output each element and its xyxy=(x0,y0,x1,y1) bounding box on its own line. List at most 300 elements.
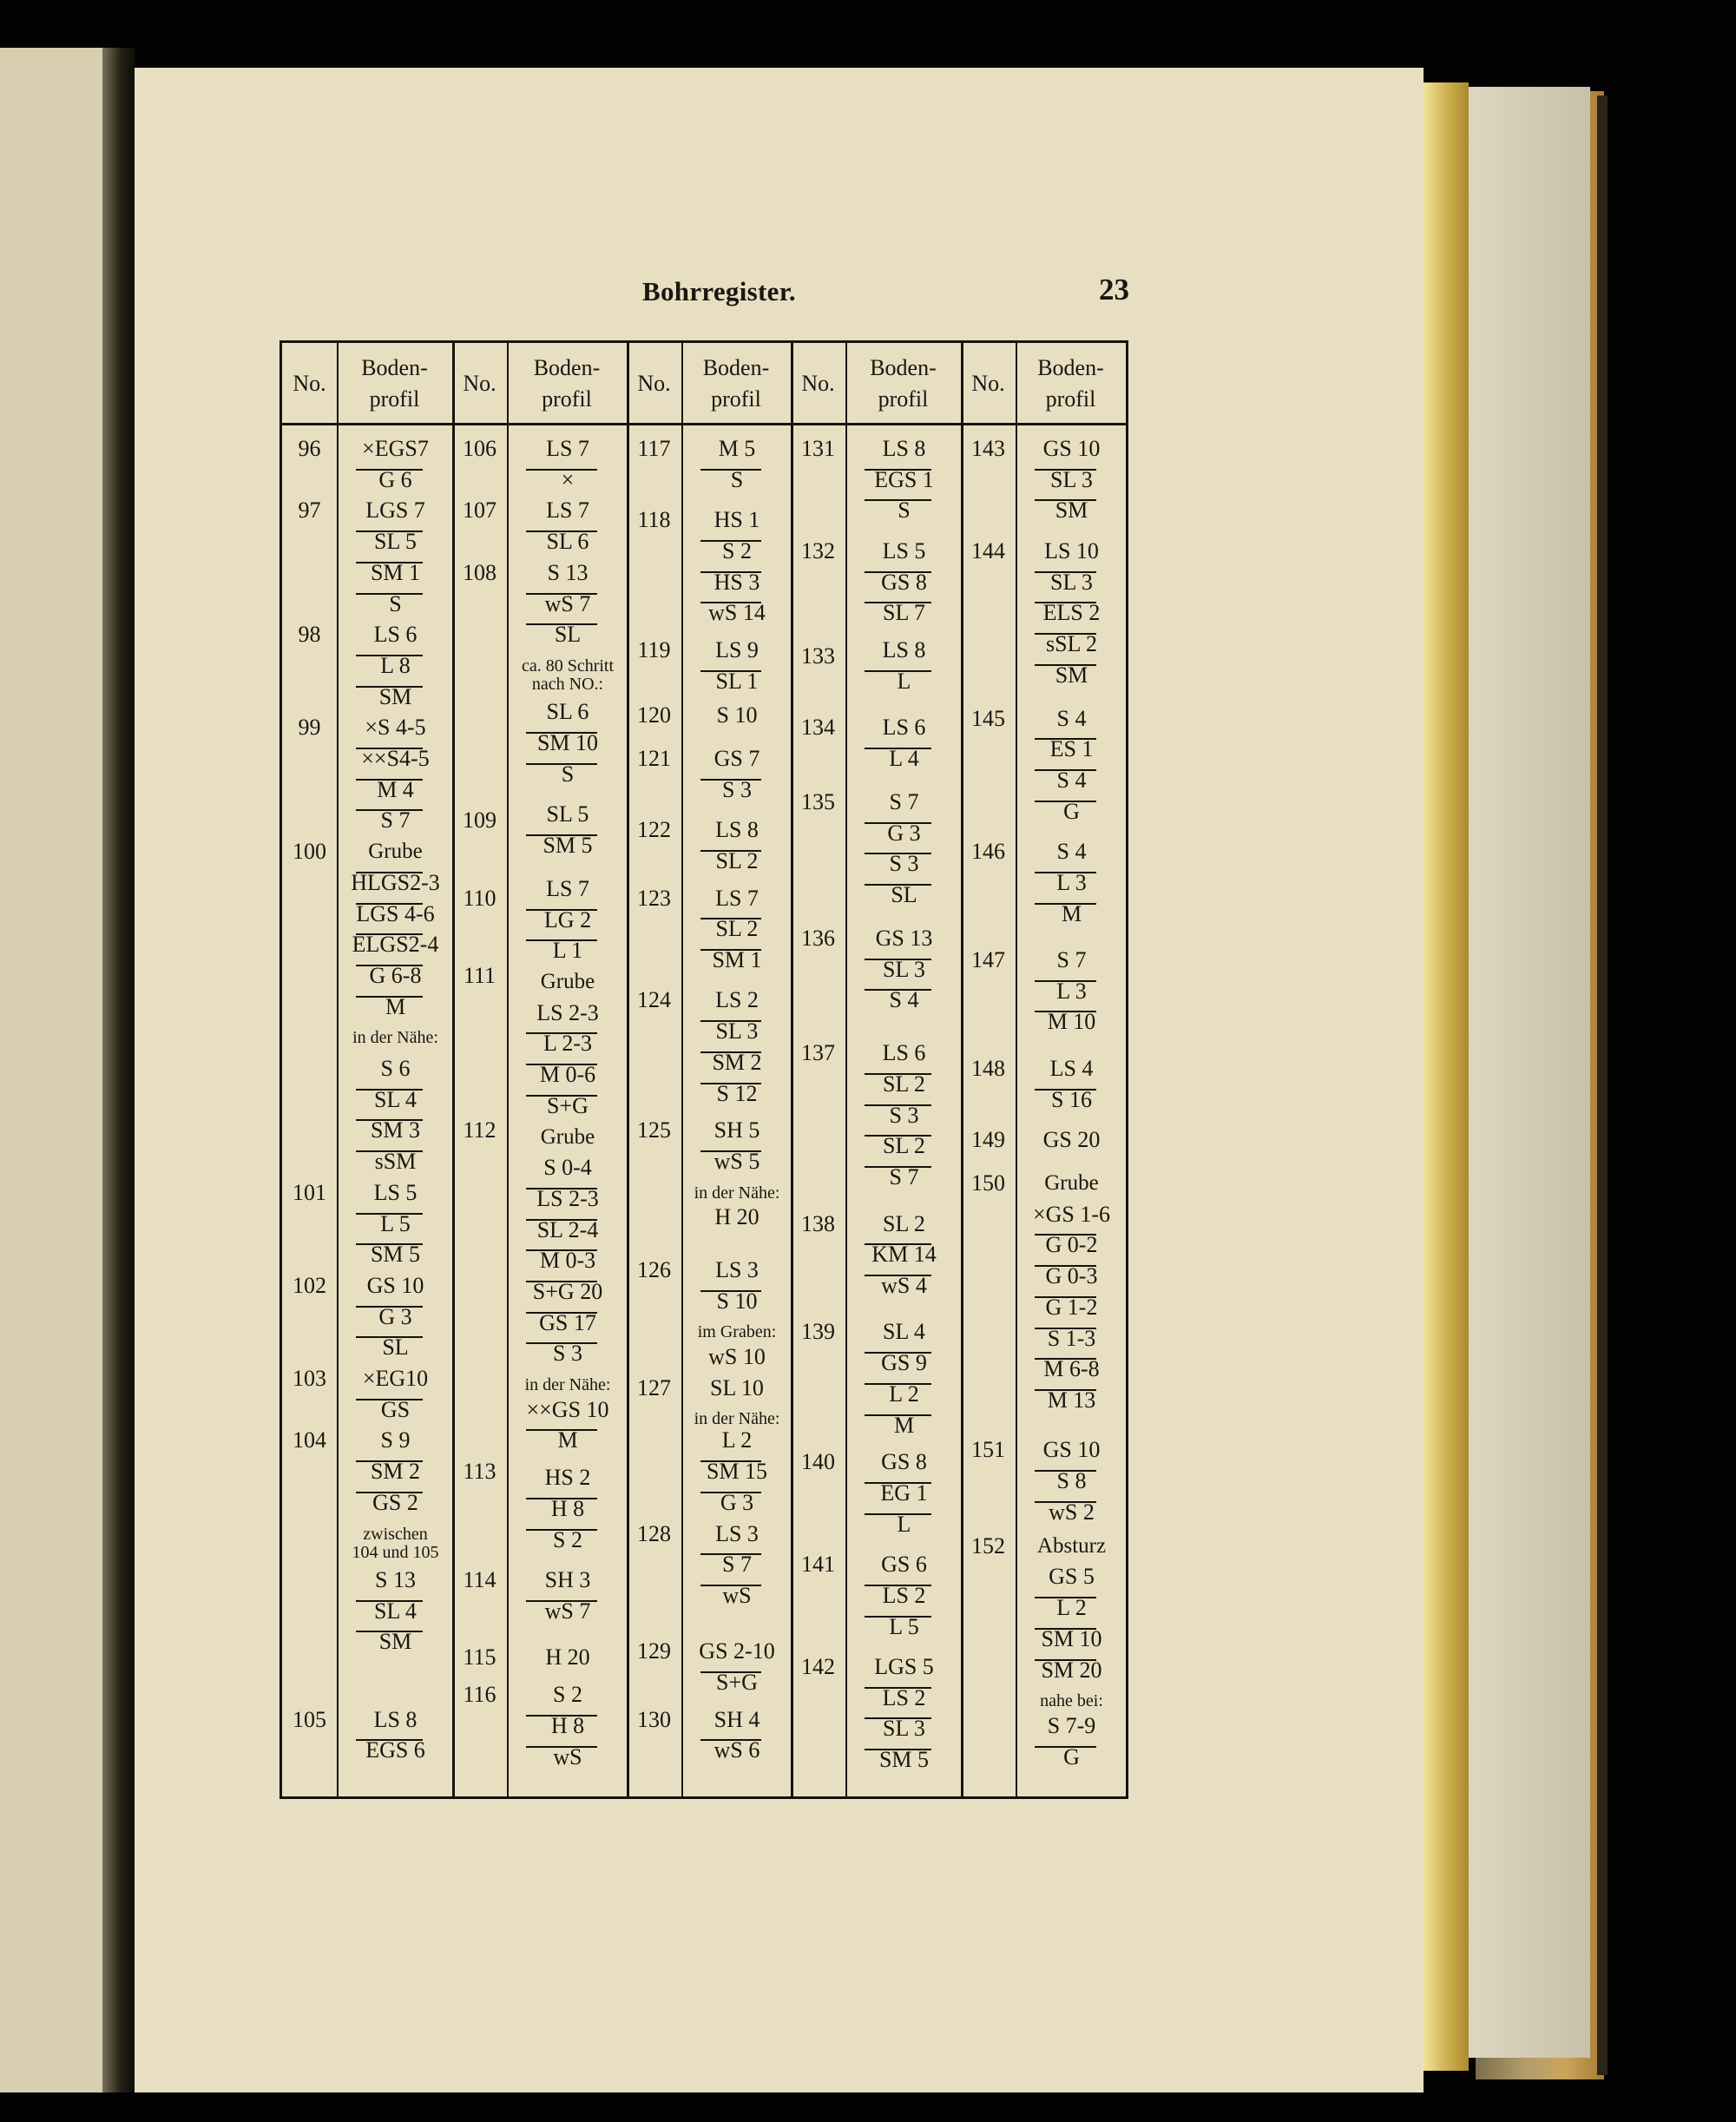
layer-boundary-rule xyxy=(1035,499,1096,501)
borehole-number: 130 xyxy=(637,1706,671,1732)
layer-boundary-rule xyxy=(865,1513,931,1515)
number-column-divider xyxy=(1016,343,1017,1796)
profile-layer: SL 2 xyxy=(883,1210,925,1236)
header-bodenprofil xyxy=(337,343,452,424)
profile-layer: G 0-2 xyxy=(1045,1232,1098,1258)
profile-layer: G 6 xyxy=(378,466,412,492)
layer-boundary-rule xyxy=(1035,469,1096,471)
profile-layer: L xyxy=(897,668,911,694)
profile-layer: SH 3 xyxy=(544,1567,591,1593)
profile-layer: wS xyxy=(553,1743,582,1769)
profile-layer: SM 3 xyxy=(370,1117,421,1143)
profile-layer: SL 6 xyxy=(546,699,589,725)
profile-layer: ×EG10 xyxy=(362,1366,429,1391)
profile-layer: SL 6 xyxy=(546,529,589,555)
layer-boundary-rule xyxy=(865,469,931,471)
profile-layer: LS 3 xyxy=(715,1520,759,1546)
borehole-number: 125 xyxy=(637,1117,671,1143)
profile-layer: SL 2 xyxy=(883,1133,925,1159)
borehole-number: 110 xyxy=(463,885,496,911)
profile-note: ca. 80 Schritt xyxy=(521,656,615,675)
header-label: Boden- xyxy=(870,354,937,380)
layer-boundary-rule xyxy=(356,686,423,688)
page-block xyxy=(1469,87,1590,2058)
profile-layer: SH 4 xyxy=(713,1706,760,1732)
layer-boundary-rule xyxy=(356,1119,423,1121)
profile-layer: G xyxy=(1063,1743,1080,1769)
header-no: No. xyxy=(293,370,326,396)
profile-layer: G 3 xyxy=(887,820,921,846)
borehole-number: 144 xyxy=(971,537,1005,563)
profile-layer: GS 5 xyxy=(1049,1564,1095,1590)
header-bodenprofil xyxy=(681,343,791,424)
layer-boundary-rule xyxy=(356,655,423,656)
borehole-number: 128 xyxy=(637,1520,671,1546)
profile-layer: HS 2 xyxy=(544,1465,591,1491)
header-label: Boden- xyxy=(361,354,428,380)
profile-layer: SL 4 xyxy=(883,1319,925,1345)
profile-layer: LS 9 xyxy=(715,637,759,663)
layer-boundary-rule xyxy=(356,1306,423,1308)
profile-layer: HS 3 xyxy=(713,569,760,595)
profile-layer: S 1-3 xyxy=(1047,1325,1096,1351)
borehole-number: 120 xyxy=(637,702,671,728)
profile-layer: ××S4-5 xyxy=(361,746,430,771)
profile-layer: SL 10 xyxy=(710,1374,764,1400)
profile-layer: SM 10 xyxy=(536,730,599,756)
profile-note: 104 und 105 xyxy=(352,1542,439,1562)
profile-layer: S 10 xyxy=(716,1288,758,1314)
profile-layer: S 10 xyxy=(716,702,758,728)
borehole-number: 104 xyxy=(293,1427,326,1453)
profile-layer: SL 2 xyxy=(883,1071,925,1097)
borehole-number: 138 xyxy=(801,1210,835,1236)
profile-layer: LS 6 xyxy=(373,622,418,648)
profile-layer: S 0-4 xyxy=(543,1155,592,1181)
header-bodenprofil xyxy=(1016,343,1126,424)
profile-layer: GS 2 xyxy=(372,1489,418,1515)
layer-boundary-rule xyxy=(526,909,597,911)
borehole-number: 111 xyxy=(463,962,496,988)
layer-boundary-rule xyxy=(526,834,597,836)
profile-layer: M xyxy=(893,1412,915,1438)
profile-layer: LS 2-3 xyxy=(536,999,599,1025)
layer-boundary-rule xyxy=(526,1095,597,1097)
profile-layer: SM 5 xyxy=(370,1242,421,1268)
profile-layer: SL xyxy=(382,1334,409,1361)
profile-layer: LS 6 xyxy=(882,1040,926,1066)
layer-boundary-rule xyxy=(865,748,931,749)
number-column-divider xyxy=(337,343,339,1796)
profile-layer: H 20 xyxy=(714,1204,760,1230)
profile-layer: sSM xyxy=(374,1149,417,1175)
profile-layer: LS 2-3 xyxy=(536,1185,599,1211)
layer-boundary-rule xyxy=(356,469,423,471)
borehole-number: 109 xyxy=(463,807,496,834)
profile-layer: SM xyxy=(378,683,412,709)
profile-layer: GS 7 xyxy=(713,746,760,771)
layer-boundary-rule xyxy=(1035,602,1096,603)
layer-boundary-rule xyxy=(1035,633,1096,635)
profile-layer: SM 15 xyxy=(706,1459,768,1485)
layer-boundary-rule xyxy=(526,1032,597,1034)
profile-layer: G 3 xyxy=(378,1303,412,1329)
header-label: profil xyxy=(1045,386,1096,412)
borehole-number: 122 xyxy=(637,817,671,843)
profile-layer: wS xyxy=(722,1582,752,1608)
profile-layer: S 7-9 xyxy=(1047,1712,1096,1738)
layer-boundary-rule xyxy=(526,1746,597,1748)
borehole-number: 150 xyxy=(971,1170,1005,1196)
borehole-number: 98 xyxy=(298,622,321,648)
profile-layer: SL 2 xyxy=(715,916,759,942)
layer-boundary-rule xyxy=(700,949,761,951)
profile-layer: ×GS 1-6 xyxy=(1032,1201,1111,1227)
profile-layer: G 1-2 xyxy=(1045,1294,1098,1320)
profile-layer: Grube xyxy=(368,840,423,864)
profile-layer: GS 10 xyxy=(1042,436,1101,461)
profile-layer: G 6-8 xyxy=(369,962,422,988)
layer-boundary-rule xyxy=(356,1460,423,1462)
layer-boundary-rule xyxy=(1035,1328,1096,1329)
profile-layer: L 3 xyxy=(1056,978,1087,1004)
layer-boundary-rule xyxy=(356,809,423,811)
profile-layer: LS 2 xyxy=(715,987,759,1013)
column-group-divider xyxy=(627,343,629,1796)
profile-layer: S 3 xyxy=(722,776,752,802)
layer-boundary-rule xyxy=(1035,1597,1096,1598)
profile-layer: S 3 xyxy=(889,851,919,877)
profile-layer: S 13 xyxy=(547,559,589,585)
borehole-number: 146 xyxy=(971,839,1005,865)
layer-boundary-rule xyxy=(865,1243,931,1245)
profile-layer: LGS 5 xyxy=(874,1654,934,1679)
layer-boundary-rule xyxy=(1035,980,1096,982)
profile-layer: SM 5 xyxy=(542,832,593,858)
borehole-number: 136 xyxy=(801,926,835,952)
borehole-number: 100 xyxy=(293,839,326,865)
gilt-page-edges xyxy=(1424,82,1469,2071)
layer-boundary-rule xyxy=(356,1600,423,1602)
layer-boundary-rule xyxy=(356,1150,423,1152)
profile-layer: GS 8 xyxy=(881,569,927,595)
profile-layer: S 4 xyxy=(889,987,919,1013)
profile-layer: GS 6 xyxy=(881,1552,927,1578)
borehole-number: 152 xyxy=(971,1532,1005,1559)
layer-boundary-rule xyxy=(865,1275,931,1276)
profile-layer: S+G xyxy=(547,1092,589,1118)
layer-boundary-rule xyxy=(1035,1265,1096,1267)
profile-layer: LS 6 xyxy=(882,715,926,741)
layer-boundary-rule xyxy=(700,469,761,471)
profile-layer: ES 1 xyxy=(1049,736,1094,762)
profile-layer: S 9 xyxy=(380,1427,411,1453)
profile-layer: SL 2-4 xyxy=(536,1216,599,1242)
profile-layer: SL xyxy=(891,882,917,908)
layer-boundary-rule xyxy=(700,1739,761,1741)
profile-layer: S 12 xyxy=(716,1080,758,1106)
layer-boundary-rule xyxy=(1035,1501,1096,1503)
layer-boundary-rule xyxy=(356,1492,423,1493)
profile-layer: wS 14 xyxy=(708,600,766,626)
layer-boundary-rule xyxy=(865,822,931,824)
profile-note: in der Nähe: xyxy=(694,1409,780,1429)
profile-layer: G 0-3 xyxy=(1045,1263,1098,1289)
profile-layer: S 2 xyxy=(722,537,752,563)
profile-layer: SM 5 xyxy=(878,1747,930,1773)
profile-layer: Grube xyxy=(540,1124,595,1149)
layer-boundary-rule xyxy=(865,853,931,854)
profile-layer: SM 2 xyxy=(370,1459,421,1485)
profile-layer: SL 4 xyxy=(374,1086,417,1112)
borehole-number: 129 xyxy=(637,1638,671,1664)
layer-boundary-rule xyxy=(865,1482,931,1484)
profile-layer: L 2 xyxy=(889,1381,919,1407)
borehole-register-table xyxy=(279,340,1128,1799)
layer-boundary-rule xyxy=(865,884,931,886)
profile-layer: S 4 xyxy=(1056,767,1087,793)
profile-layer: wS 7 xyxy=(544,590,591,616)
profile-layer: SL 7 xyxy=(883,600,925,626)
layer-boundary-rule xyxy=(865,1414,931,1416)
borehole-number: 131 xyxy=(801,436,835,461)
borehole-number: 132 xyxy=(801,537,835,563)
profile-layer: L xyxy=(897,1511,911,1537)
profile-layer: SL 2 xyxy=(715,847,759,873)
profile-layer: SM xyxy=(1055,498,1088,524)
layer-boundary-rule xyxy=(865,1073,931,1075)
borehole-number: 116 xyxy=(463,1682,496,1708)
layer-boundary-rule xyxy=(865,1749,931,1750)
borehole-number: 103 xyxy=(293,1366,326,1391)
profile-note: zwischen xyxy=(363,1524,428,1544)
profile-layer: LS 5 xyxy=(373,1179,418,1205)
layer-boundary-rule xyxy=(1035,1746,1096,1748)
borehole-number: 149 xyxy=(971,1127,1005,1153)
profile-layer: S 6 xyxy=(380,1056,411,1081)
layer-boundary-rule xyxy=(700,1051,761,1053)
borehole-number: 148 xyxy=(971,1056,1005,1081)
profile-layer: GS 17 xyxy=(539,1309,596,1335)
profile-layer: SL xyxy=(554,622,582,648)
header-label: profil xyxy=(542,386,592,412)
layer-boundary-rule xyxy=(865,1166,931,1168)
borehole-number: 99 xyxy=(298,715,321,741)
layer-boundary-rule xyxy=(526,1498,597,1499)
layer-boundary-rule xyxy=(1035,1389,1096,1391)
header-no: No. xyxy=(801,370,835,396)
borehole-number: 124 xyxy=(637,987,671,1013)
layer-boundary-rule xyxy=(700,1585,761,1586)
layer-boundary-rule xyxy=(356,1631,423,1632)
profile-layer: LS 8 xyxy=(882,637,926,663)
number-column-divider xyxy=(681,343,683,1796)
layer-boundary-rule xyxy=(865,602,931,603)
layer-boundary-rule xyxy=(865,1104,931,1106)
profile-layer: S 2 xyxy=(553,1682,582,1708)
profile-layer: SM xyxy=(1055,662,1088,688)
borehole-number: 101 xyxy=(293,1179,326,1205)
layer-boundary-rule xyxy=(865,1383,931,1385)
borehole-number: 121 xyxy=(637,746,671,771)
profile-layer: S 13 xyxy=(375,1567,416,1593)
profile-note: im Graben: xyxy=(697,1322,777,1342)
layer-boundary-rule xyxy=(1035,1234,1096,1236)
profile-layer: S 7 xyxy=(1056,947,1087,973)
layer-boundary-rule xyxy=(1035,872,1096,873)
layer-boundary-rule xyxy=(356,748,423,749)
profile-layer: EG 1 xyxy=(880,1480,928,1506)
layer-boundary-rule xyxy=(526,593,597,595)
profile-layer: ××GS 10 xyxy=(526,1396,609,1422)
profile-layer: S+G xyxy=(716,1669,758,1695)
profile-layer: Absturz xyxy=(1036,1533,1107,1558)
profile-layer: H 8 xyxy=(550,1495,585,1521)
layer-boundary-rule xyxy=(700,1083,761,1084)
profile-layer: LS 7 xyxy=(546,436,589,461)
profile-layer: S xyxy=(389,590,402,616)
profile-layer: LS 8 xyxy=(715,817,759,843)
layer-boundary-rule xyxy=(526,1715,597,1717)
borehole-number: 135 xyxy=(801,788,835,814)
layer-boundary-rule xyxy=(700,1020,761,1022)
layer-boundary-rule xyxy=(356,1089,423,1091)
layer-boundary-rule xyxy=(1035,738,1096,740)
layer-boundary-rule xyxy=(1035,801,1096,802)
profile-layer: HS 1 xyxy=(713,507,760,533)
borehole-number: 102 xyxy=(293,1272,326,1298)
layer-boundary-rule xyxy=(700,1460,761,1462)
profile-layer: S 3 xyxy=(553,1341,582,1367)
layer-boundary-rule xyxy=(526,530,597,532)
header-label: profil xyxy=(711,386,761,412)
borehole-number: 107 xyxy=(463,498,496,524)
header-label: Boden- xyxy=(533,354,601,380)
profile-layer: M xyxy=(1061,900,1082,926)
layer-boundary-rule xyxy=(1035,769,1096,771)
profile-layer: LGS 7 xyxy=(365,498,425,524)
layer-boundary-rule xyxy=(865,499,931,501)
borehole-number: 96 xyxy=(298,436,321,461)
layer-boundary-rule xyxy=(526,732,597,734)
layer-boundary-rule xyxy=(865,989,931,991)
layer-boundary-rule xyxy=(700,918,761,919)
profile-layer: SL 5 xyxy=(374,529,417,555)
profile-layer: SL 1 xyxy=(715,668,759,694)
profile-layer: GS 20 xyxy=(1042,1127,1101,1153)
layer-boundary-rule xyxy=(1035,1011,1096,1012)
borehole-number: 106 xyxy=(463,436,496,461)
layer-boundary-rule xyxy=(356,593,423,595)
layer-boundary-rule xyxy=(526,469,597,471)
profile-layer: S 7 xyxy=(889,1163,919,1190)
profile-layer: wS 10 xyxy=(708,1344,766,1369)
profile-layer: S 7 xyxy=(722,1552,752,1578)
profile-layer: G 3 xyxy=(720,1489,754,1515)
profile-layer: GS 9 xyxy=(881,1350,927,1376)
borehole-number: 140 xyxy=(801,1449,835,1475)
layer-boundary-rule xyxy=(356,903,423,905)
header-label: profil xyxy=(878,386,929,412)
profile-layer: H 20 xyxy=(545,1644,590,1671)
layer-boundary-rule xyxy=(356,1399,423,1400)
borehole-number: 117 xyxy=(637,436,671,461)
profile-layer: Grube xyxy=(1044,1171,1099,1196)
profile-layer: SL 3 xyxy=(1050,466,1093,492)
profile-layer: M 10 xyxy=(1047,1009,1096,1035)
profile-layer: S 3 xyxy=(889,1102,919,1128)
layer-boundary-rule xyxy=(1035,1659,1096,1661)
layer-boundary-rule xyxy=(526,1342,597,1344)
borehole-number: 97 xyxy=(298,498,321,524)
header-bodenprofil xyxy=(845,343,961,424)
profile-layer: M xyxy=(557,1427,578,1453)
profile-layer: ELS 2 xyxy=(1042,600,1101,626)
layer-boundary-rule xyxy=(526,623,597,625)
borehole-number: 126 xyxy=(637,1257,671,1283)
layer-boundary-rule xyxy=(700,1150,761,1152)
running-header: Bohrregister. xyxy=(642,276,796,306)
layer-boundary-rule xyxy=(356,1739,423,1741)
layer-boundary-rule xyxy=(700,850,761,852)
profile-layer: M 4 xyxy=(377,776,414,802)
borehole-number: 113 xyxy=(463,1459,496,1485)
profile-layer: EGS 1 xyxy=(874,466,934,492)
profile-layer: G xyxy=(1063,798,1080,824)
borehole-number: 147 xyxy=(971,947,1005,973)
borehole-number: 115 xyxy=(463,1644,496,1671)
layer-boundary-rule xyxy=(356,1336,423,1338)
profile-layer: SL 5 xyxy=(546,801,589,827)
profile-layer: LS 7 xyxy=(715,885,759,911)
profile-layer: L 2 xyxy=(721,1427,753,1453)
profile-layer: SL 3 xyxy=(883,1716,925,1742)
profile-layer: L 5 xyxy=(889,1613,919,1639)
profile-layer: LS 5 xyxy=(882,537,926,563)
profile-layer: SM 2 xyxy=(712,1049,762,1075)
header-label: Boden- xyxy=(1037,354,1104,380)
profile-layer: SL 4 xyxy=(374,1598,417,1624)
borehole-number: 119 xyxy=(637,637,671,663)
profile-layer: S xyxy=(561,761,575,787)
layer-boundary-rule xyxy=(865,1717,931,1719)
profile-layer: GS 10 xyxy=(1042,1437,1101,1463)
profile-layer: LS 3 xyxy=(715,1257,759,1283)
profile-layer: LS 8 xyxy=(373,1706,418,1732)
book-gutter xyxy=(102,48,135,2092)
borehole-number: 108 xyxy=(463,559,496,585)
profile-layer: SM 20 xyxy=(1041,1657,1102,1683)
profile-note: in der Nähe: xyxy=(694,1183,780,1203)
profile-layer: GS 13 xyxy=(875,926,933,952)
profile-layer: L 2 xyxy=(1056,1595,1087,1621)
borehole-number: 151 xyxy=(971,1437,1005,1463)
layer-boundary-rule xyxy=(1035,1296,1096,1298)
left-page-edge xyxy=(0,48,108,2092)
profile-layer: wS 7 xyxy=(544,1598,591,1624)
layer-boundary-rule xyxy=(526,763,597,765)
borehole-number: 143 xyxy=(971,436,1005,461)
profile-layer: L 4 xyxy=(889,746,919,771)
layer-boundary-rule xyxy=(865,1585,931,1586)
header-label: Boden- xyxy=(702,354,770,380)
profile-layer: S 7 xyxy=(380,807,411,834)
profile-layer: H 8 xyxy=(550,1712,585,1738)
layer-boundary-rule xyxy=(526,1312,597,1314)
profile-layer: L 2-3 xyxy=(542,1031,593,1057)
profile-layer: M 13 xyxy=(1047,1387,1096,1413)
profile-layer: LGS 4-6 xyxy=(356,900,435,926)
